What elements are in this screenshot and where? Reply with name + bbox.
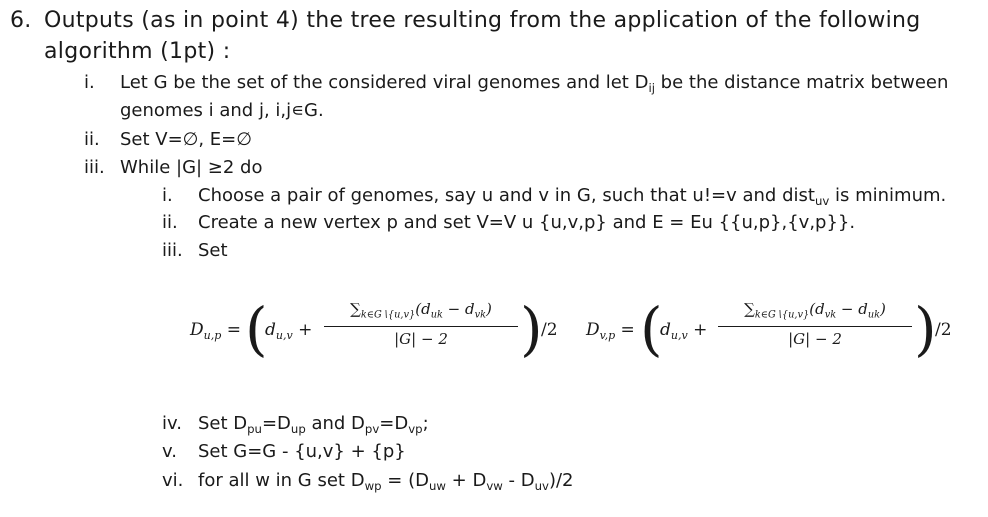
substep-2-text: Create a new vertex p and set V=V u {u,v,p} and E = Eu {{u,p},{v,p}}. xyxy=(198,212,856,233)
substep-6-text: for all w in G set $D_{wp} = (D_{uw} + D_{vw} - D_{uv})/2$ xyxy=(198,470,574,494)
step-1-line2: genomes i and j, i,j∊G. xyxy=(120,100,324,121)
fraction-numerator: $\sum_{k\in G∖\{u,v\}}(d_{vk} - d_{uk})$ xyxy=(744,300,886,321)
left-paren: ( xyxy=(640,295,663,363)
fraction-bar xyxy=(718,326,912,327)
substep-number: iv. xyxy=(162,413,182,434)
formula-tail: /2 xyxy=(541,320,558,340)
substep-number: i. xyxy=(162,185,173,206)
substep-number: ii. xyxy=(162,212,178,233)
substep-3-text: Set xyxy=(198,240,228,261)
formula-lhs: $D_{u,p}$ = xyxy=(190,320,241,342)
formula-tail: /2 xyxy=(935,320,952,340)
step-3-text: While |G| ≥2 do xyxy=(120,157,263,178)
step-number: i. xyxy=(84,72,95,93)
fraction-bar xyxy=(324,326,518,327)
left-paren: ( xyxy=(245,295,268,363)
step-2-text: Set V=∅, E=∅ xyxy=(120,129,252,150)
step-number: ii. xyxy=(84,129,100,150)
substep-number: iii. xyxy=(162,240,183,261)
right-paren: ) xyxy=(914,295,937,363)
formula-term: $d_{u,v}$ + xyxy=(265,320,313,342)
formula-term: $d_{u,v}$ + xyxy=(660,320,708,342)
substep-number: v. xyxy=(162,441,177,462)
fraction-numerator: $\sum_{k\in G∖\{u,v\}}(d_{uk} - d_{vk})$ xyxy=(350,300,492,321)
substep-1-text: Choose a pair of genomes, say u and v in G, such that u!=v and dist$_{uv}$ is minimum. xyxy=(198,185,947,209)
substep-5-text: Set G=G - {u,v} + {p} xyxy=(198,441,406,462)
formula-lhs: $D_{v,p}$ = xyxy=(586,320,635,342)
right-paren: ) xyxy=(520,295,543,363)
question-title-line1: Outputs (as in point 4) the tree resulting from the application of the following xyxy=(44,8,921,33)
fraction-denominator: |G| − 2 xyxy=(394,330,448,348)
step-number: iii. xyxy=(84,157,105,178)
step-1-line1: Let G be the set of the considered viral genomes and let $D_{ij}$ be the distance matrix between xyxy=(120,72,949,96)
fraction-denominator: |G| − 2 xyxy=(788,330,842,348)
substep-4-text: Set $D_{pu}=D_{up}$ and $D_{pv}=D_{vp}$; xyxy=(198,413,429,437)
question-number: 6. xyxy=(10,8,32,33)
substep-number: vi. xyxy=(162,470,184,491)
question-title-line2: algorithm (1pt) : xyxy=(44,39,231,64)
